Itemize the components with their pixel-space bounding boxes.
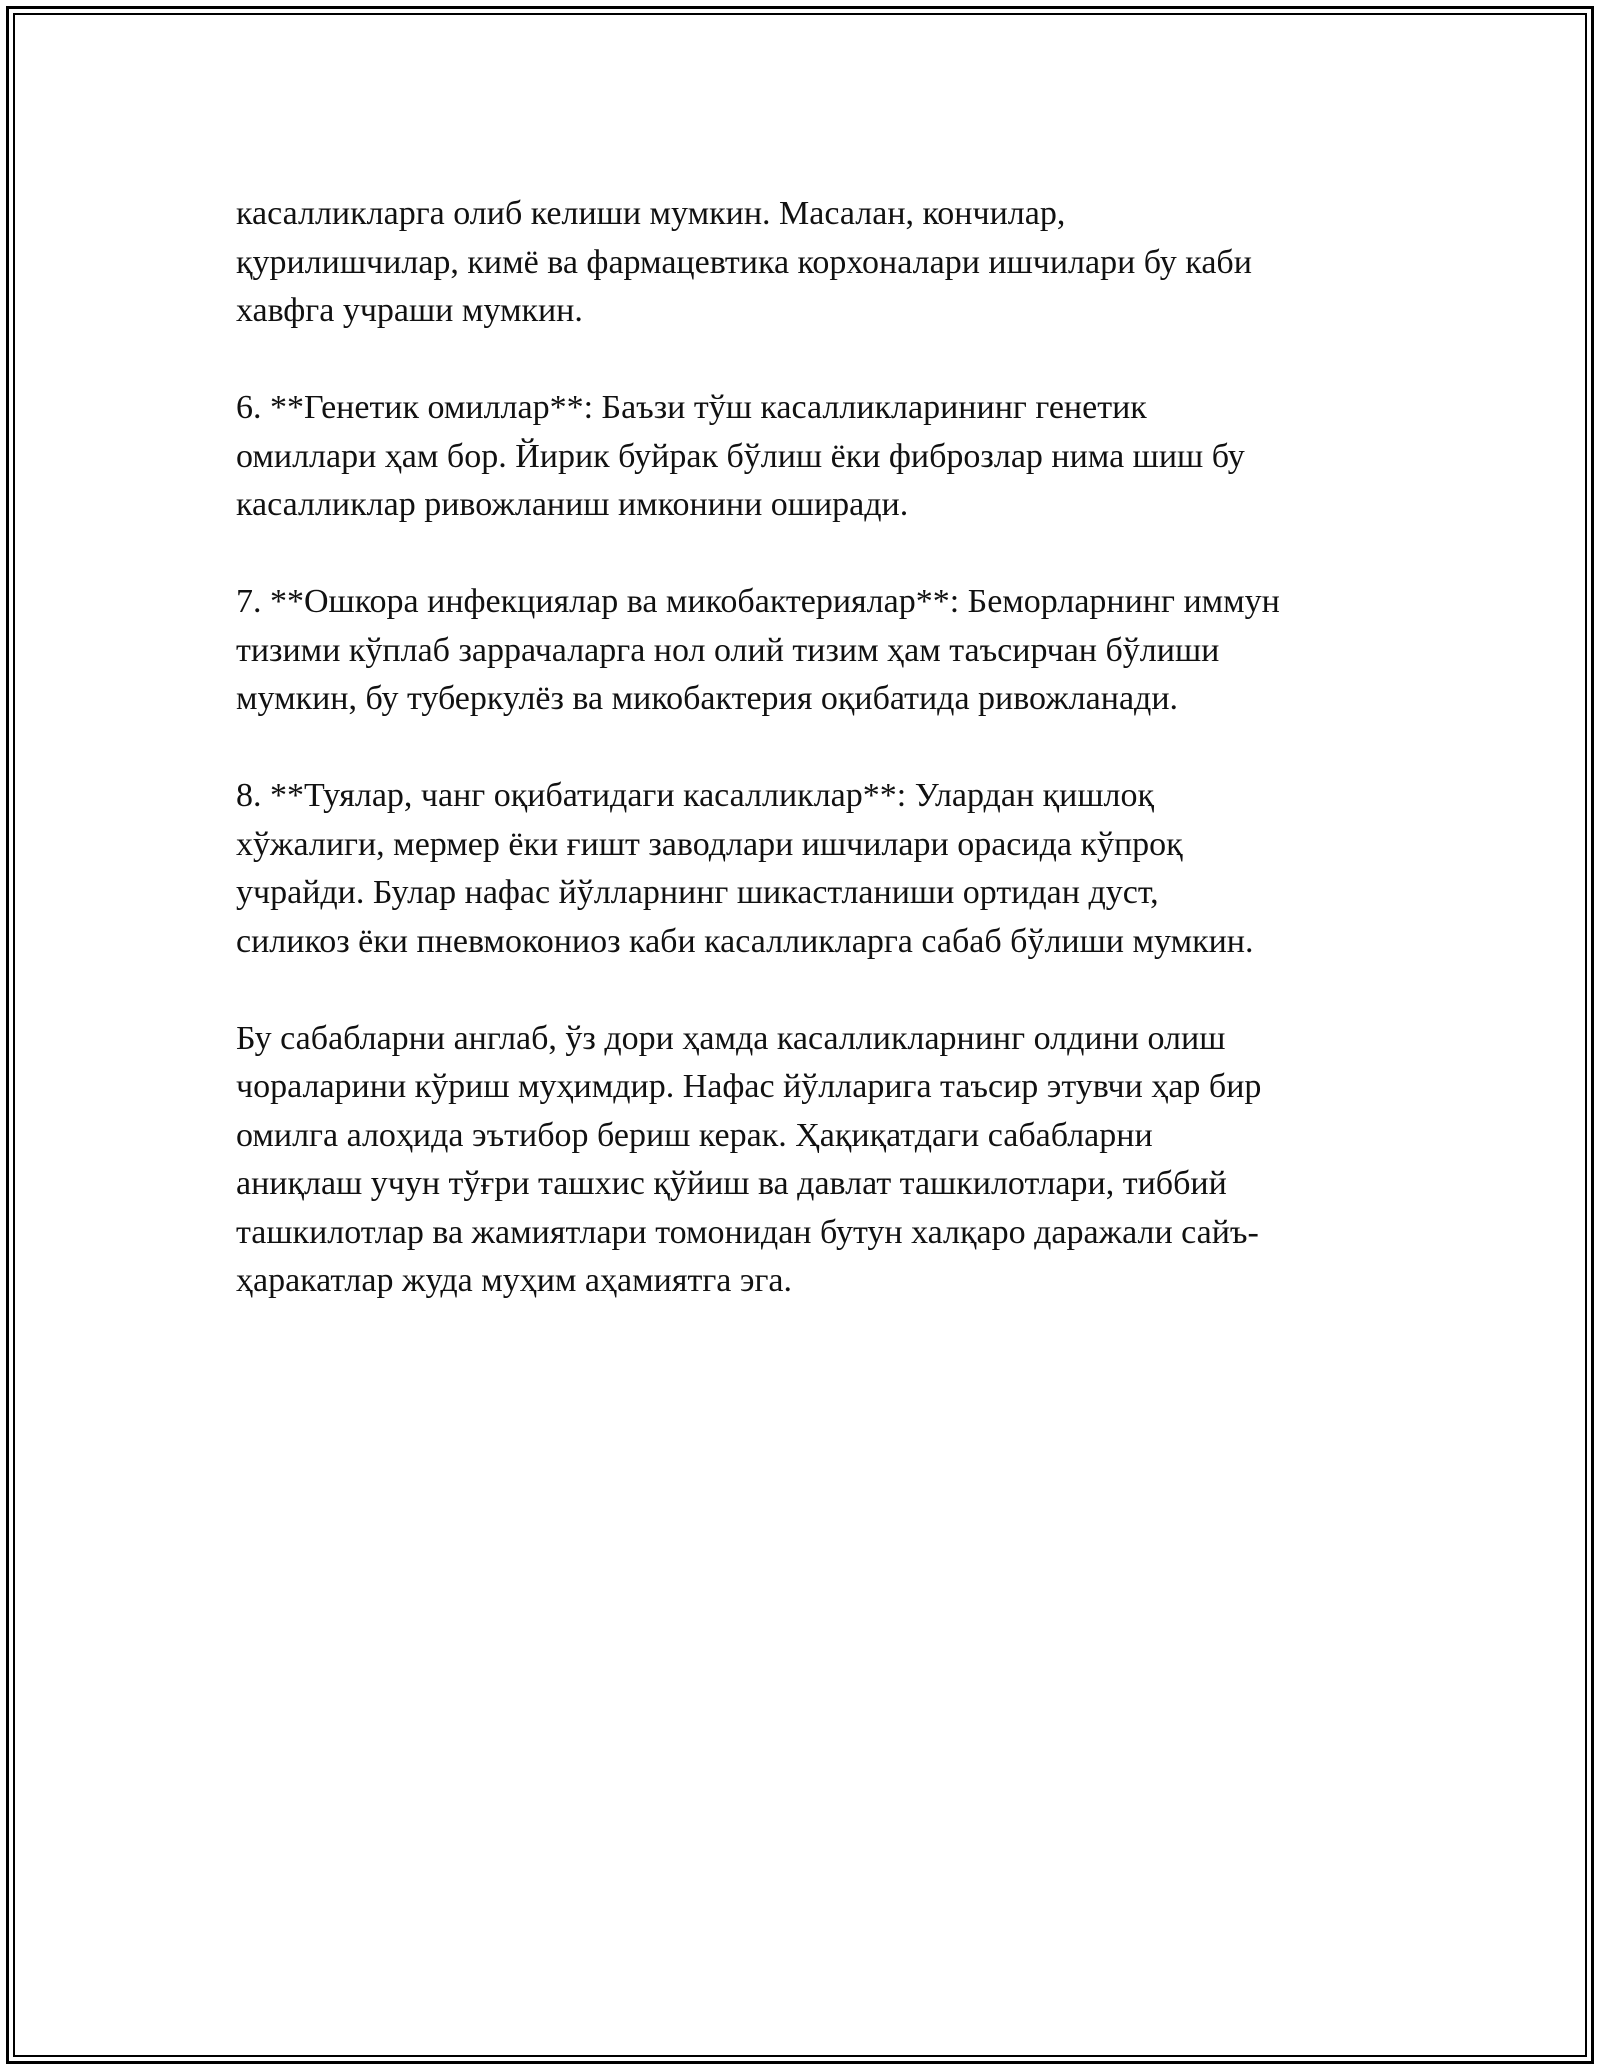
document-body <box>236 190 1386 1354</box>
paragraph-infections: 7. **Ошкора инфекциялар ва микобактериялар**: Беморларнинг иммун тизими кўплаб заррачаларга нол олий тизим ҳам таъсирчан бўлиши мумкин, бу туберкулёз ва микобактерия оқибатида ривожланади. <box>236 583 1280 717</box>
paragraph-conclusion: Бу сабабларни англаб, ўз дори ҳамда касалликларнинг олдини олиш чораларини кўриш муҳимдир. Нафас йўлларига таъсир этувчи ҳар бир омилга алоҳида эътибор бериш керак. Ҳақиқатдаги сабабларни аниқлаш учун тўғри ташхис қўйиш ва давлат ташкилотлари, тиббий ташкилотлар ва жамиятлари томонидан бутун халқаро даражали сайъ- ҳаракатлар жуда муҳим аҳамиятга эга. <box>236 1019 1262 1299</box>
paragraph-dust-diseases: 8. **Туялар, чанг оқибатидаги касалликлар**: Улардан қишлоқ хўжалиги, мермер ёки ғишт заводлари ишчилари орасида кўпроқ учрайди. Булар нафас йўлларнинг шикастланиши ортидан дуст, силикоз ёки пневмокониоз каби касалликларга сабаб бўлиши мумкин. <box>236 777 1254 960</box>
paragraph-genetic-factors: 6. **Генетик омиллар**: Баъзи тўш касалликларининг генетик омиллари ҳам бор. Йирик буйрак бўлиш ёки фиброзлар нима шиш бу касалликлар ривожланиш имконини оширади. <box>236 389 1245 523</box>
paragraph-occupational-continuation: касалликларга олиб келиши мумкин. Масалан, кончилар, қурилишчилар, кимё ва фармацевтика корхоналари ишчилари бу каби хавфга учраши мумкин. <box>236 195 1252 329</box>
